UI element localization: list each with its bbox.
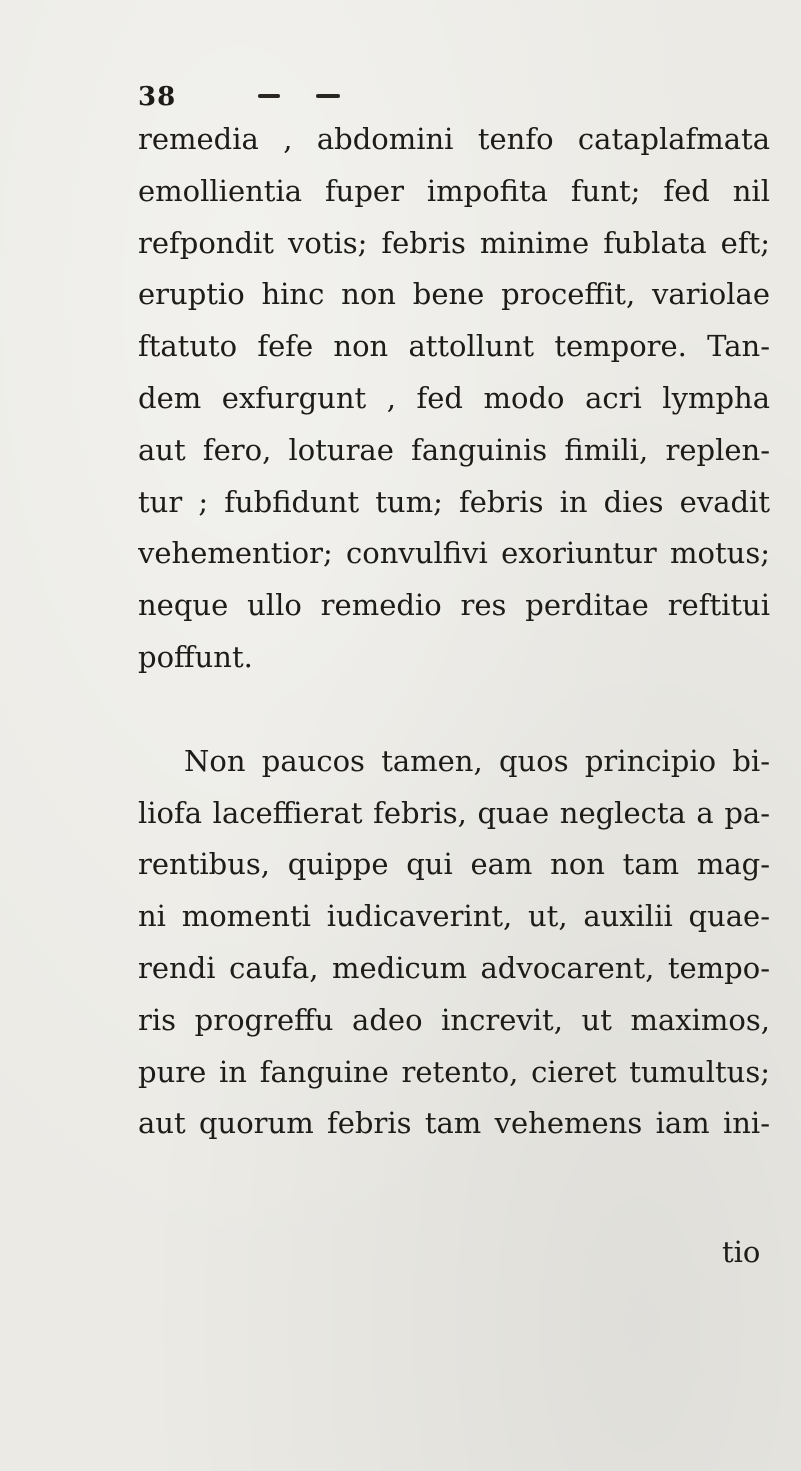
header-ornament-dash [316,94,340,98]
page-header [138,78,558,118]
text-line: dem exfurgunt , fed modo acri lympha [138,380,770,415]
text-line: aut quorum febris tam vehemens iam ini- [138,1106,770,1141]
text-line: ni momenti iudicaverint, ut, auxilii quae- [138,899,770,934]
text-line: refpondit votis; febris minime fublata eft; [138,225,770,260]
text-line: ris progreffu adeo increvit, ut maximos, [138,1002,770,1037]
paragraph-gap [138,684,770,736]
text-line: rendi caufa, medicum advocarent, tempo- [138,950,770,985]
text-line: emollientia fuper impofita funt; fed nil [138,173,770,208]
text-line: Non paucos tamen, quos principio bi- [184,743,770,778]
body-text [138,114,770,1150]
text-line: vehementior; convulfivi exoriuntur motus; [138,536,770,571]
paragraph-1 [138,114,770,684]
text-line: remedia , abdomini tenfo cataplafmata [138,122,770,156]
text-line: liofa laceffierat febris, quae neglecta a pa- [138,795,770,830]
text-line: eruptio hinc non bene proceffit, variolae [138,277,770,312]
text-line: neque ullo remedio res perditae reftitui [138,588,770,623]
page-number: 38 [138,82,177,112]
text-line: tur ; fubfidunt tum; febris in dies evadit [138,484,770,519]
header-ornament-dash [258,94,280,98]
catchword: tio [722,1235,761,1269]
text-line: aut fero, loturae fanguinis fimili, replen- [138,432,770,467]
text-line: poffunt. [138,639,253,674]
text-line: rentibus, quippe qui eam non tam mag- [138,847,770,882]
paragraph-2 [138,736,770,1150]
text-line: ftatuto fefe non attollunt tempore. Tan- [138,329,770,364]
text-line: pure in fanguine retento, cieret tumultus; [138,1054,770,1089]
